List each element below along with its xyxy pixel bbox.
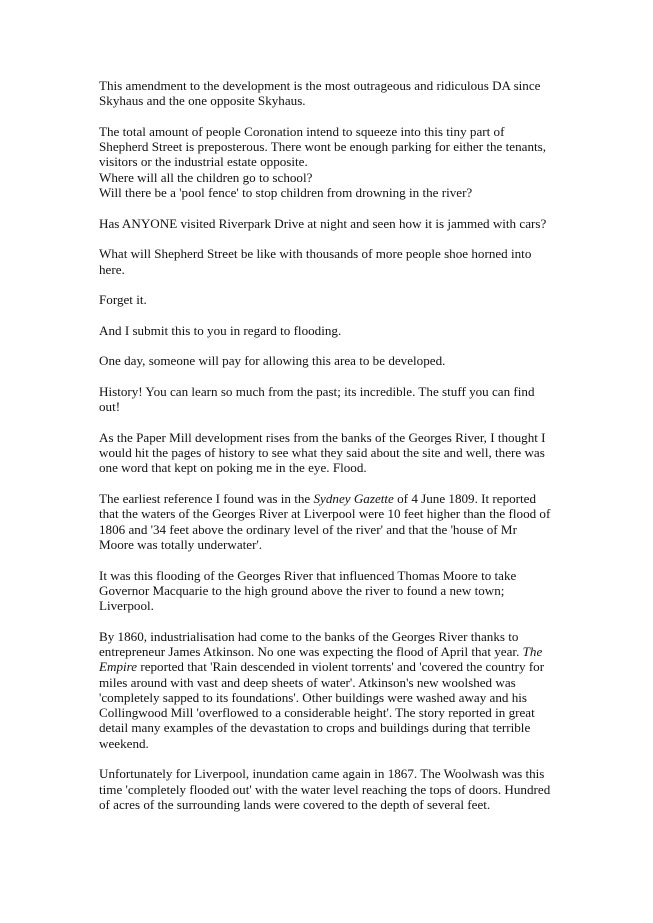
text-line xyxy=(99,506,569,521)
text-line xyxy=(99,185,569,200)
text-line xyxy=(99,598,569,613)
text-line xyxy=(99,170,569,185)
document-body xyxy=(99,78,569,812)
text-segment: Unfortunately for Liverpool, inundation came again in 1867. The Woolwash was this xyxy=(99,766,545,782)
text-segment: The xyxy=(522,643,543,659)
text-segment: would hit the pages of history to see what they said about the site and well, there was xyxy=(99,445,545,461)
text-segment: one word that kept on poking me in the eye. Flood. xyxy=(99,460,367,476)
text-line xyxy=(99,430,569,445)
text-segment: of 4 June 1809. It reported xyxy=(393,491,537,507)
text-line xyxy=(99,78,569,93)
text-segment: One day, someone will pay for allowing this area to be developed. xyxy=(99,353,446,369)
text-segment: Where will all the children go to school? xyxy=(99,169,313,185)
text-line xyxy=(99,353,569,368)
text-line xyxy=(99,522,569,537)
text-line xyxy=(99,262,569,277)
text-line xyxy=(99,139,569,154)
text-line xyxy=(99,323,569,338)
paragraph xyxy=(99,78,569,109)
paragraph xyxy=(99,323,569,338)
text-segment: The earliest reference I found was in the xyxy=(99,491,314,507)
text-segment: reported that 'Rain descended in violent torrents' and 'covered the country for xyxy=(137,659,545,675)
paragraph xyxy=(99,430,569,476)
text-segment: Sydney Gazette xyxy=(313,491,394,507)
text-segment: History! You can learn so much from the past; its incredible. The stuff you can find xyxy=(99,383,535,399)
paragraph xyxy=(99,766,569,812)
text-segment: It was this flooding of the Georges River that influenced Thomas Moore to take xyxy=(99,567,517,583)
paragraph xyxy=(99,384,569,415)
text-segment: What will Shepherd Street be like with thousands of more people shoe horned into xyxy=(99,246,532,262)
text-line xyxy=(99,797,569,812)
paragraph xyxy=(99,491,569,552)
text-segment: This amendment to the development is the most outrageous and ridiculous DA since xyxy=(99,78,541,93)
text-segment: Liverpool. xyxy=(99,598,154,614)
paragraph xyxy=(99,292,569,307)
text-segment: of acres of the surrounding lands were covered to the depth of several feet. xyxy=(99,796,491,812)
text-line xyxy=(99,537,569,552)
text-line xyxy=(99,491,569,506)
text-segment: 'completely sapped to its foundations'. Other buildings were washed away and his xyxy=(99,689,527,705)
text-line xyxy=(99,705,569,720)
paragraph xyxy=(99,246,569,277)
text-segment: here. xyxy=(99,261,125,277)
text-line xyxy=(99,384,569,399)
text-segment: visitors or the industrial estate opposite. xyxy=(99,154,308,170)
paragraph xyxy=(99,353,569,368)
text-line xyxy=(99,782,569,797)
text-line xyxy=(99,675,569,690)
text-segment: Skyhaus and the one opposite Skyhaus. xyxy=(99,93,306,109)
text-line xyxy=(99,445,569,460)
text-segment: Collingwood Mill 'overflowed to a considerable height'. The story reported in great xyxy=(99,705,535,721)
text-segment: By 1860, industrialisation had come to the banks of the Georges River thanks to xyxy=(99,628,519,644)
text-line xyxy=(99,124,569,139)
text-line xyxy=(99,766,569,781)
text-segment: Will there be a 'pool fence' to stop children from drowning in the river? xyxy=(99,185,473,201)
text-line xyxy=(99,93,569,108)
text-segment: As the Paper Mill development rises from the banks of the Georges River, I thought I xyxy=(99,429,546,445)
text-segment: Shepherd Street is preposterous. There wont be enough parking for either the tenants, xyxy=(99,139,547,155)
text-segment: Moore was totally underwater'. xyxy=(99,536,263,552)
paragraph xyxy=(99,629,569,751)
text-line xyxy=(99,568,569,583)
text-segment: detail many examples of the devastation to crops and buildings during that terrible xyxy=(99,720,531,736)
text-line xyxy=(99,292,569,307)
text-line xyxy=(99,216,569,231)
document-page xyxy=(99,78,569,828)
text-line xyxy=(99,154,569,169)
text-segment: The total amount of people Coronation intend to squeeze into this tiny part of xyxy=(99,123,505,139)
text-line xyxy=(99,644,569,659)
text-segment: weekend. xyxy=(99,735,149,751)
text-segment: Has ANYONE visited Riverpark Drive at night and seen how it is jammed with cars? xyxy=(99,215,547,231)
text-segment: out! xyxy=(99,399,121,415)
text-segment: Governor Macquarie to the high ground above the river to found a new town; xyxy=(99,582,505,598)
text-segment: entrepreneur James Atkinson. No one was expecting the flood of April that year. xyxy=(99,643,523,659)
paragraph xyxy=(99,124,569,200)
text-segment: Forget it. xyxy=(99,292,147,308)
text-line xyxy=(99,399,569,414)
text-line xyxy=(99,736,569,751)
paragraph xyxy=(99,216,569,231)
text-line xyxy=(99,629,569,644)
text-line xyxy=(99,460,569,475)
text-segment: that the waters of the Georges River at Liverpool were 10 feet higher than the flood of xyxy=(99,506,551,522)
text-line xyxy=(99,720,569,735)
text-line xyxy=(99,583,569,598)
text-segment: miles around with vast and deep sheets of water'. Atkinson's new woolshed was xyxy=(99,674,516,690)
text-segment: And I submit this to you in regard to flooding. xyxy=(99,322,342,338)
text-line xyxy=(99,690,569,705)
text-line xyxy=(99,659,569,674)
text-segment: Empire xyxy=(99,659,138,675)
text-line xyxy=(99,246,569,261)
text-segment: 1806 and '34 feet above the ordinary level of the river' and that the 'house of Mr xyxy=(99,521,517,537)
text-segment: time 'completely flooded out' with the water level reaching the tops of doors. Hundred xyxy=(99,781,551,797)
paragraph xyxy=(99,568,569,614)
